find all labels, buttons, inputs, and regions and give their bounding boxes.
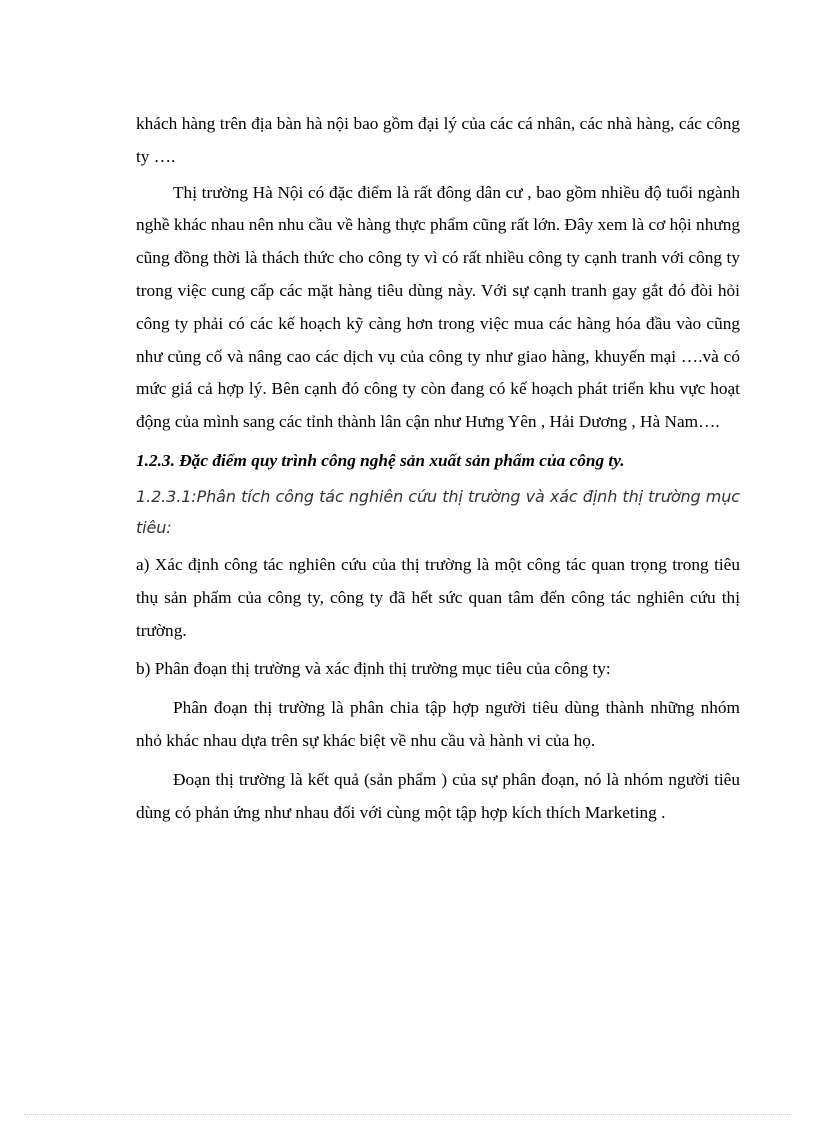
subsection-heading: 1.2.3.1:Phân tích công tác nghiên cứu thị trường và xác định thị trường mục tiêu: [136, 486, 740, 537]
paragraph-customers: khách hàng trên địa bàn hà nội bao gồm đại lý của các cá nhân, các nhà hàng, các công ty …. [136, 114, 740, 166]
paragraph-segmentation-definition: Phân đoạn thị trường là phân chia tập hợp người tiêu dùng thành những nhóm nhỏ khác nhau dựa trên sự khác biệt về nhu cầu và hành vi của họ. [136, 698, 740, 750]
paragraph-segmentation-title: b) Phân đoạn thị trường và xác định thị trường mục tiêu của công ty: [136, 659, 611, 679]
paragraph-segment-definition: Đoạn thị trường là kết quả (sản phẩm ) của sự phân đoạn, nó là nhóm người tiêu dùng có phản ứng như nhau đối với cùng một tập hợp kích thích Marketing . [136, 769, 740, 822]
paragraph-market-research: a) Xác định công tác nghiên cứu của thị trường là một công tác quan trọng trong tiêu thụ sản phẩm của công ty, công ty đã hết sức quan tâm đến công tác nghiên cứu thị trường. [136, 554, 740, 640]
section-heading: 1.2.3. Đặc điểm quy trình công nghệ sản xuất sản phẩm của công ty. [136, 450, 625, 470]
document-page [136, 108, 740, 829]
paragraph-hanoi-market: Thị trường Hà Nội có đặc điểm là rất đông dân cư , bao gồm nhiều độ tuổi ngành nghề khác nhau nên nhu cầu về hàng thực phẩm cũng rất lớn. Đây xem là cơ hội nhưng cũng đồng thời là thách thức cho công ty vì có rất nhiều công ty cạnh tranh với công ty trong việc cung cấp các mặt hàng tiêu dùng này. Với sự cạnh tranh gay gắt đó đòi hỏi công ty phải có các kế hoạch kỹ càng hơn trong việc mua các hàng hóa đầu vào cũng như củng cố và nâng cao các dịch vụ của công ty như giao hàng, khuyến mại ….và có mức giá cả hợp lý. Bên cạnh đó công ty còn đang có kế hoạch phát triển khu vực hoạt động của mình sang các tỉnh thành lân cận như Hưng Yên , Hải Dương , Hà Nam…. [136, 182, 740, 432]
page-bottom-divider [24, 1114, 792, 1115]
